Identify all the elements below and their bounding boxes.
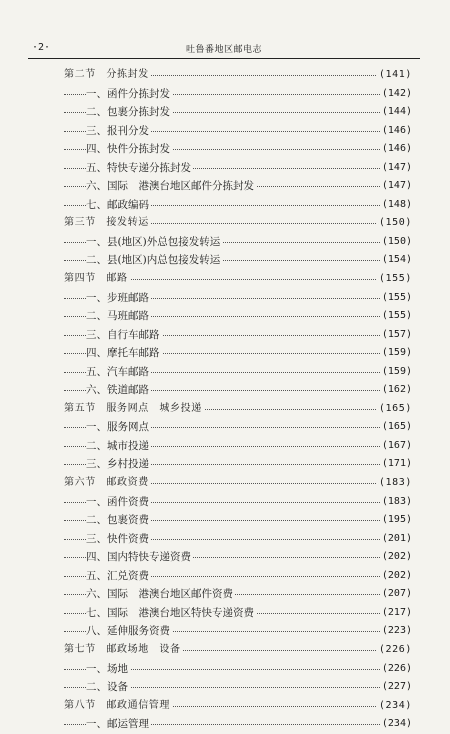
toc-section-entry — [64, 214, 412, 233]
toc-page-number: (171) — [380, 455, 412, 474]
toc-page-number: (147) — [380, 159, 412, 178]
toc-entry-title: 第七节 邮政场地 设备 — [64, 643, 181, 655]
toc-subentry — [64, 530, 412, 549]
toc-subentry — [64, 177, 412, 196]
toc-page-number: (183) — [380, 493, 412, 512]
toc-subentry — [64, 196, 412, 215]
toc-subentry — [64, 307, 412, 326]
toc-subentry — [64, 140, 412, 159]
toc-subentry — [64, 437, 412, 456]
toc-subentry — [64, 678, 412, 697]
toc-subentry — [64, 251, 412, 270]
toc-subentry — [64, 363, 412, 382]
toc-entry-title: 八、延伸服务资费 — [86, 625, 170, 638]
toc-page-number: (227) — [380, 678, 412, 697]
toc-entry-title: 第五节 服务网点 城乡投递 — [64, 402, 202, 414]
toc-subentry — [64, 567, 412, 586]
toc-subentry — [64, 122, 412, 141]
toc-subentry — [64, 715, 412, 734]
toc-page-number: (154) — [380, 251, 412, 270]
toc-entry-title: 四、摩托车邮路 — [86, 347, 160, 360]
toc-subentry — [64, 85, 412, 104]
toc-page-number: (159) — [380, 344, 412, 363]
toc-entry-title: 一、场地 — [86, 662, 128, 675]
toc-entry-title: 第三节 接发转运 — [64, 217, 149, 229]
toc-page-number: (159) — [380, 363, 412, 382]
toc-page-number: (234) — [377, 697, 412, 716]
toc-subentry — [64, 344, 412, 363]
toc-subentry — [64, 455, 412, 474]
toc-subentry — [64, 418, 412, 437]
toc-page-number: (165) — [380, 418, 412, 437]
toc-page-number: (150) — [380, 233, 412, 252]
toc-entry-title: 三、快件资费 — [86, 532, 149, 545]
toc-entry-title: 第四节 邮路 — [64, 273, 128, 285]
toc-page-number: (150) — [377, 214, 412, 233]
toc-section-entry — [64, 474, 412, 493]
toc-section-entry — [64, 697, 412, 716]
toc-entry-title: 二、设备 — [86, 681, 128, 694]
toc-entry-title: 第八节 邮政通信管理 — [64, 699, 170, 711]
book-title: 吐鲁番地区邮电志 — [185, 45, 262, 55]
toc-page-number: (195) — [380, 511, 412, 530]
toc-subentry — [64, 233, 412, 252]
toc-page-number: (146) — [380, 140, 412, 159]
toc-page-number: (144) — [380, 103, 412, 122]
toc-page-number: (155) — [380, 289, 412, 308]
toc-entry-title: 三、报刊分发 — [86, 124, 149, 137]
table-of-contents — [64, 66, 412, 734]
toc-subentry — [64, 103, 412, 122]
toc-section-entry — [64, 400, 412, 419]
toc-page-number: (141) — [377, 66, 412, 85]
toc-entry-title: 第二节 分拣封发 — [64, 69, 149, 80]
toc-subentry — [64, 660, 412, 679]
toc-entry-title: 二、马班邮路 — [86, 310, 149, 323]
toc-page-number: (226) — [377, 641, 412, 660]
toc-page-number: (167) — [380, 437, 412, 456]
toc-entry-title: 六、国际 港澳台地区邮件分拣封发 — [86, 180, 254, 193]
running-header — [28, 40, 420, 56]
toc-subentry — [64, 585, 412, 604]
toc-subentry — [64, 159, 412, 178]
toc-entry-title: 第六节 邮政资费 — [64, 477, 149, 489]
toc-entry-title: 五、特快专递分拣封发 — [86, 161, 191, 174]
toc-page-number: (201) — [380, 530, 412, 549]
toc-subentry — [64, 493, 412, 512]
toc-page-number: (146) — [380, 122, 412, 141]
toc-page-number: (183) — [377, 474, 412, 493]
toc-entry-title: 一、县(地区)外总包接发转运 — [86, 235, 221, 248]
header-rule — [28, 58, 420, 59]
toc-subentry — [64, 381, 412, 400]
toc-page-number: (142) — [380, 85, 412, 104]
toc-entry-title: 七、邮政编码 — [86, 198, 149, 211]
toc-subentry — [64, 622, 412, 641]
toc-entry-title: 二、城市投递 — [86, 439, 149, 452]
toc-entry-title: 六、国际 港澳台地区邮件资费 — [86, 588, 233, 601]
toc-entry-title: 一、函件资费 — [86, 495, 149, 508]
toc-section-entry — [64, 66, 412, 85]
toc-subentry — [64, 604, 412, 623]
toc-entry-title: 四、快件分拣封发 — [86, 143, 170, 156]
toc-entry-title: 七、国际 港澳台地区特快专递资费 — [86, 606, 254, 619]
toc-entry-title: 一、服务网点 — [86, 421, 149, 434]
toc-entry-title: 一、函件分拣封发 — [86, 87, 170, 100]
toc-subentry — [64, 511, 412, 530]
toc-entry-title: 五、汽车邮路 — [86, 365, 149, 378]
toc-entry-title: 二、包裹资费 — [86, 514, 149, 527]
toc-entry-title: 一、步班邮路 — [86, 291, 149, 304]
toc-page-number: (165) — [377, 400, 412, 419]
toc-page-number: (207) — [380, 585, 412, 604]
toc-entry-title: 二、包裹分拣封发 — [86, 106, 170, 119]
toc-subentry — [64, 326, 412, 345]
toc-entry-title: 一、邮运管理 — [86, 718, 149, 731]
toc-subentry — [64, 548, 412, 567]
toc-page-number: (234) — [380, 715, 412, 734]
toc-entry-title: 五、汇兑资费 — [86, 569, 149, 582]
toc-page-number: (162) — [380, 381, 412, 400]
toc-page-number: (226) — [380, 660, 412, 679]
page-number: ·2· — [32, 42, 51, 53]
toc-entry-title: 三、自行车邮路 — [86, 328, 160, 341]
toc-subentry — [64, 289, 412, 308]
toc-entry-title: 六、铁道邮路 — [86, 384, 149, 397]
toc-entry-title: 四、国内特快专递资费 — [86, 551, 191, 564]
toc-page-number: (217) — [380, 604, 412, 623]
toc-entry-title: 三、乡村投递 — [86, 458, 149, 471]
toc-page-number: (223) — [380, 622, 412, 641]
toc-page-number: (147) — [380, 177, 412, 196]
toc-section-entry — [64, 270, 412, 289]
toc-entry-title: 二、县(地区)内总包接发转运 — [86, 254, 221, 267]
toc-page-number: (155) — [380, 307, 412, 326]
toc-page-number: (157) — [380, 326, 412, 345]
toc-page-number: (148) — [380, 196, 412, 215]
toc-page-number: (202) — [380, 548, 412, 567]
toc-page-number: (202) — [380, 567, 412, 586]
toc-page-number: (155) — [377, 270, 412, 289]
